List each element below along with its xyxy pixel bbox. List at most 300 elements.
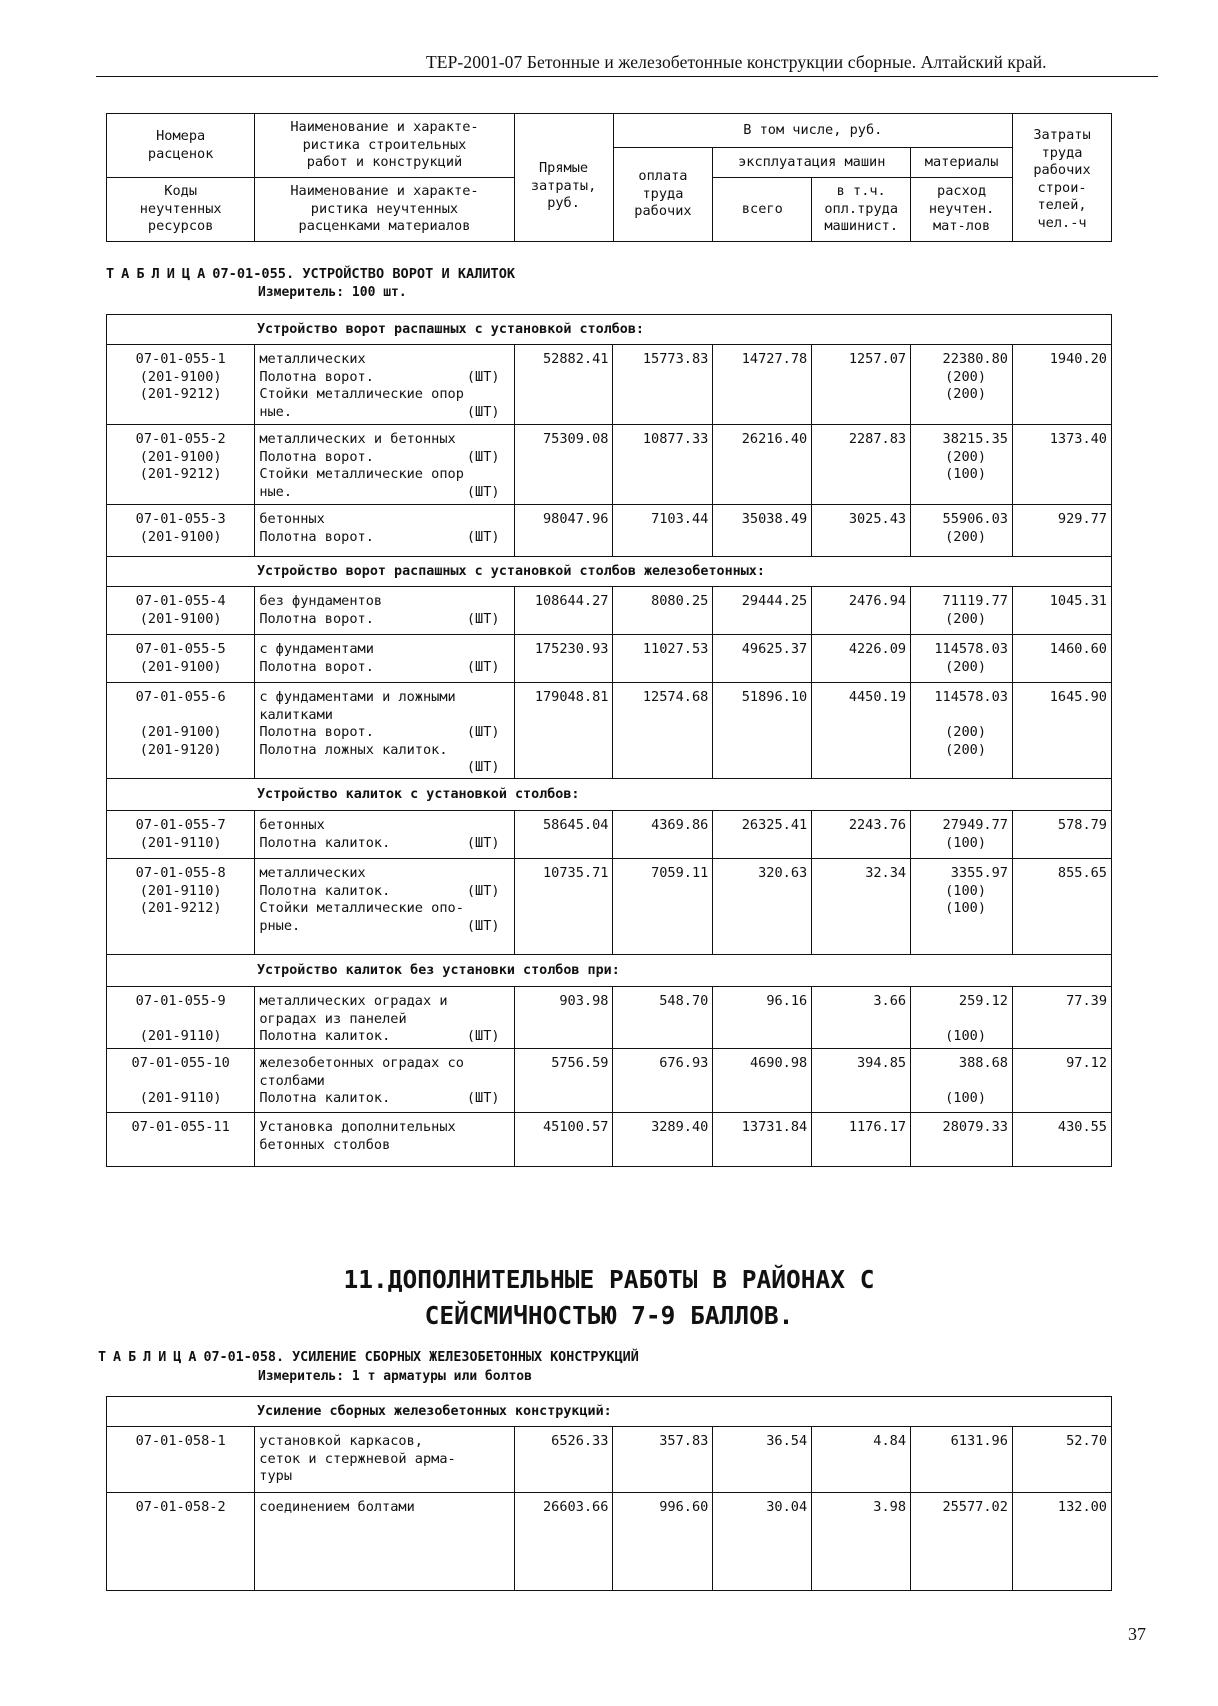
operator-wage-cell <box>812 1049 911 1113</box>
machine-cost-cell <box>713 1113 812 1167</box>
worker-wage: 676.93 <box>659 1055 709 1071</box>
section-row <box>107 779 1112 811</box>
worker-wage: 8080.25 <box>651 593 709 609</box>
unit-text <box>500 511 510 529</box>
worker-wage: 357.83 <box>659 1433 709 1449</box>
operator-wage-cell <box>812 425 911 505</box>
name-text: ные. <box>259 483 293 500</box>
table-row <box>107 425 1112 505</box>
labor-hours: 52.70 <box>1066 1433 1107 1449</box>
header-line: труда <box>642 185 684 202</box>
rate-code: 07-01-055-10 <box>131 1055 230 1071</box>
material-consumption: (200) <box>945 724 986 740</box>
machine-cost: 30.04 <box>766 1499 808 1515</box>
labor-hours: 77.39 <box>1066 993 1107 1009</box>
labor-cell <box>1013 859 1112 955</box>
table1-caption <box>106 266 515 282</box>
worker-wage: 7059.11 <box>651 865 709 881</box>
name-line <box>259 484 509 502</box>
worker-wage-cell <box>613 1493 713 1591</box>
name-line <box>259 1119 509 1137</box>
col-labor <box>1013 114 1112 242</box>
header-line: ристика строительных <box>302 136 467 153</box>
name-line <box>259 1451 509 1469</box>
name-text: Стойки металлические опо- <box>259 900 464 916</box>
direct-cost-cell <box>514 505 613 557</box>
machine-cost: 4690.98 <box>749 1055 808 1071</box>
header-line: оплата <box>638 168 688 185</box>
machine-cost-cell <box>713 587 812 635</box>
name-line <box>259 1433 509 1451</box>
rate-codes-cell <box>107 859 255 955</box>
rate-code: 07-01-055-3 <box>135 511 226 527</box>
direct-cost-cell <box>514 987 613 1049</box>
machine-cost: 29444.25 <box>741 593 808 609</box>
name-line <box>259 817 509 835</box>
labor-hours: 1460.60 <box>1049 641 1107 657</box>
work-name-cell <box>255 811 514 859</box>
unit-text <box>500 689 510 707</box>
resource-code <box>111 1011 250 1029</box>
unit-text <box>500 1451 510 1469</box>
operator-wage-cell <box>812 811 911 859</box>
unit-text: (ШТ) <box>466 882 500 899</box>
material-consumption <box>915 1073 1008 1091</box>
resource-code: (201-9100) <box>139 724 222 740</box>
header-line: Затраты <box>1033 127 1091 143</box>
worker-wage: 10877.33 <box>642 431 709 447</box>
material-consumption: (100) <box>945 1090 986 1106</box>
col-direct <box>514 114 613 242</box>
material-consumption: (200) <box>945 610 986 627</box>
machine-cost: 26325.41 <box>741 817 808 833</box>
operator-wage-cell <box>812 587 911 635</box>
labor-cell <box>1013 1049 1112 1113</box>
section-heading: Устройство калиток без установки столбов при: <box>107 955 1112 987</box>
table-row <box>107 635 1112 683</box>
work-name-cell <box>255 1493 514 1591</box>
rate-code: 07-01-055-4 <box>135 593 226 609</box>
unit-text <box>500 1433 510 1451</box>
table2-measure: Измеритель: 1 т арматуры или болтов <box>258 1369 532 1384</box>
machine-cost: 36.54 <box>766 1433 808 1449</box>
material-cost: 55906.03 <box>942 511 1008 527</box>
name-text: металлических и бетонных <box>259 431 456 447</box>
materials-cell <box>911 859 1013 955</box>
name-line <box>259 883 509 901</box>
material-consumption: (100) <box>945 900 986 916</box>
name-text: Полотна ворот. <box>259 610 374 627</box>
name-text: Полотна ворот. <box>259 528 374 545</box>
name-text: Полотна ворот. <box>259 724 374 740</box>
worker-wage: 548.70 <box>659 993 709 1009</box>
labor-cell <box>1013 505 1112 557</box>
name-line <box>259 1090 509 1108</box>
machine-cost: 49625.37 <box>741 641 808 657</box>
machine-cost-cell <box>713 505 812 557</box>
labor-hours: 855.65 <box>1057 865 1107 881</box>
rate-code: 07-01-055-5 <box>135 641 226 657</box>
operator-wage-cell <box>812 1427 911 1493</box>
resource-code <box>111 1073 250 1091</box>
table-row <box>107 1113 1112 1167</box>
material-consumption: (200) <box>945 448 986 465</box>
name-line <box>259 689 509 707</box>
name-line <box>259 511 509 529</box>
material-cost: 27949.77 <box>942 817 1008 833</box>
machine-cost: 320.63 <box>758 865 808 881</box>
name-line <box>259 351 509 369</box>
work-name-cell <box>255 1427 514 1493</box>
worker-wage-cell <box>613 811 713 859</box>
unit-text <box>500 993 510 1011</box>
header-line: ресурсов <box>147 218 214 235</box>
table-row <box>107 1493 1112 1591</box>
labor-cell <box>1013 683 1112 779</box>
material-consumption: (200) <box>945 386 986 402</box>
material-cost: 6131.96 <box>950 1433 1008 1449</box>
rate-code: 07-01-055-1 <box>135 351 226 367</box>
page-number: 37 <box>1128 1624 1146 1644</box>
direct-cost: 75309.08 <box>543 431 609 447</box>
labor-hours: 1373.40 <box>1049 431 1107 447</box>
name-line <box>259 1011 509 1029</box>
table-07-01-055 <box>106 314 1112 1167</box>
materials-cell <box>911 987 1013 1049</box>
operator-wage-cell <box>812 1113 911 1167</box>
materials-cell <box>911 587 1013 635</box>
resource-code: (201-9110) <box>139 1090 222 1106</box>
operator-wage: 3.66 <box>873 993 907 1009</box>
name-text: столбами <box>259 1072 325 1089</box>
resource-code <box>111 707 250 725</box>
name-text: с фундаментами <box>259 641 374 657</box>
direct-cost: 179048.81 <box>534 689 609 705</box>
direct-cost: 26603.66 <box>542 1499 609 1515</box>
operator-wage: 2476.94 <box>848 593 907 609</box>
labor-hours: 97.12 <box>1066 1055 1107 1071</box>
name-text: установкой каркасов, <box>259 1433 423 1449</box>
machine-cost-cell <box>713 987 812 1049</box>
name-text: калитками <box>259 706 333 723</box>
machine-cost-cell <box>713 811 812 859</box>
header-line: расценками материалов <box>298 218 471 235</box>
name-line <box>259 369 509 387</box>
name-text: соединением болтами <box>259 1499 415 1515</box>
name-text: металлических оградах и <box>259 993 448 1009</box>
machine-cost: 51896.10 <box>741 689 808 705</box>
table2-caption <box>98 1350 639 1365</box>
resource-code: (201-9212) <box>139 466 222 482</box>
unit-text <box>500 742 510 760</box>
header-line: в т.ч. <box>836 183 886 200</box>
name-text: Установка дополнительных <box>259 1119 456 1135</box>
rate-codes-cell <box>107 1113 255 1167</box>
operator-wage-cell <box>812 345 911 425</box>
work-name-cell <box>255 425 514 505</box>
section-heading: Усиление сборных железобетонных конструкций: <box>107 1397 1112 1427</box>
material-consumption: (200) <box>945 658 986 675</box>
machine-cost-cell <box>713 683 812 779</box>
header-line: строи- <box>1037 179 1087 196</box>
rate-codes-cell <box>107 635 255 683</box>
direct-cost: 58645.04 <box>543 817 609 833</box>
unit-text: (ШТ) <box>466 658 500 675</box>
table2-caption-prefix: ТАБЛИЦА <box>98 1350 204 1365</box>
direct-cost-cell <box>514 587 613 635</box>
table-07-01-058 <box>106 1396 1112 1591</box>
material-consumption <box>915 707 1008 725</box>
name-line <box>259 431 509 449</box>
work-name-cell <box>255 987 514 1049</box>
name-text: ные. <box>259 403 293 420</box>
header-line: Номера <box>156 128 206 144</box>
table1-measure: Измеритель: 100 шт. <box>258 285 407 300</box>
work-name-cell <box>255 859 514 955</box>
machine-cost-cell <box>713 425 812 505</box>
name-text: с фундаментами и ложными <box>259 689 456 705</box>
direct-cost-cell <box>514 683 613 779</box>
header-line: рабочих <box>634 203 692 220</box>
name-line <box>259 707 509 725</box>
materials-cell <box>911 811 1013 859</box>
name-line <box>259 1137 509 1155</box>
unit-text <box>500 593 510 611</box>
worker-wage-cell <box>613 1427 713 1493</box>
direct-cost-cell <box>514 811 613 859</box>
work-name-cell <box>255 635 514 683</box>
worker-wage-cell <box>613 1113 713 1167</box>
unit-text <box>500 1468 510 1486</box>
col-wage <box>613 148 713 242</box>
unit-text: (ШТ) <box>466 834 500 851</box>
resource-code: (201-9100) <box>139 610 222 627</box>
machine-cost-cell <box>713 1049 812 1113</box>
name-line <box>259 466 509 484</box>
material-cost: 3355.97 <box>950 865 1008 881</box>
name-text: Стойки металлические опор <box>259 466 464 482</box>
resource-code: (201-9212) <box>139 900 222 916</box>
section-heading: Устройство ворот распашных с установкой столбов: <box>107 315 1112 345</box>
operator-wage: 1176.17 <box>848 1119 907 1135</box>
worker-wage: 4369.86 <box>651 817 709 833</box>
labor-cell <box>1013 987 1112 1049</box>
unit-text <box>500 817 510 835</box>
table-row <box>107 811 1112 859</box>
name-line <box>259 1468 509 1486</box>
name-text: Полотна ворот. <box>259 658 374 675</box>
unit-text <box>500 1137 510 1155</box>
name-text: металлических <box>259 865 366 881</box>
direct-cost: 108644.27 <box>534 593 609 609</box>
name-text: туры <box>259 1468 293 1484</box>
unit-text: (ШТ) <box>466 483 500 500</box>
unit-text <box>500 1499 510 1517</box>
machine-cost-cell <box>713 859 812 955</box>
table1-caption-text: 07-01-055. УСТРОЙСТВО ВОРОТ И КАЛИТОК <box>212 266 516 282</box>
operator-wage-cell <box>812 635 911 683</box>
unit-text <box>500 466 510 484</box>
name-text: оградах из панелей <box>259 1010 407 1027</box>
worker-wage: 7103.44 <box>651 511 709 527</box>
worker-wage: 12574.68 <box>642 689 709 705</box>
name-line <box>259 724 509 742</box>
name-line <box>259 1073 509 1091</box>
name-text: Полотна ложных калиток. <box>259 741 448 758</box>
operator-wage: 32.34 <box>865 865 907 881</box>
name-text: бетонных <box>259 817 325 833</box>
name-line <box>259 918 509 936</box>
rate-code: 07-01-058-1 <box>135 1433 226 1449</box>
unit-text: (ШТ) <box>466 917 500 934</box>
machine-cost: 26216.40 <box>741 431 808 447</box>
resource-code: (201-9100) <box>139 528 222 545</box>
materials-cell <box>911 1049 1013 1113</box>
header-line: неучтен. <box>928 200 995 217</box>
resource-code: (201-9110) <box>139 1028 222 1044</box>
labor-hours: 1940.20 <box>1049 351 1107 367</box>
material-cost: 114578.03 <box>934 641 1008 657</box>
material-consumption: (100) <box>945 834 986 851</box>
column-header-table <box>106 113 1112 242</box>
table-row <box>107 683 1112 779</box>
rate-codes-cell <box>107 505 255 557</box>
direct-cost-cell <box>514 1427 613 1493</box>
header-line: Наименование и характе- <box>290 183 479 200</box>
operator-wage: 2287.83 <box>848 431 907 447</box>
machine-cost-cell <box>713 635 812 683</box>
worker-wage: 11027.53 <box>642 641 709 657</box>
resource-code: (201-9120) <box>139 741 222 758</box>
machine-cost-cell <box>713 1427 812 1493</box>
table1-caption-prefix: ТАБЛИЦА <box>106 266 213 282</box>
direct-cost-cell <box>514 635 613 683</box>
header-line: руб. <box>547 195 580 212</box>
col-materials: материалы <box>911 148 1013 178</box>
header-line: затраты, <box>530 177 597 194</box>
direct-cost: 903.98 <box>559 993 609 1009</box>
rate-code: 07-01-055-8 <box>135 865 226 881</box>
rate-code: 07-01-055-2 <box>135 431 226 447</box>
material-cost: 259.12 <box>958 993 1008 1009</box>
table-row <box>107 345 1112 425</box>
material-consumption: (100) <box>945 1028 986 1044</box>
name-line <box>259 449 509 467</box>
table-row <box>107 987 1112 1049</box>
unit-text: (ШТ) <box>466 528 500 545</box>
operator-wage: 2243.76 <box>848 817 907 833</box>
material-cost: 38215.35 <box>942 431 1008 447</box>
unit-text <box>500 1011 510 1029</box>
resource-code: (201-9110) <box>139 834 222 851</box>
worker-wage-cell <box>613 683 713 779</box>
unit-text <box>500 1119 510 1137</box>
worker-wage-cell <box>613 1049 713 1113</box>
worker-wage: 996.60 <box>659 1499 709 1515</box>
header-line: ристика неучтенных <box>310 200 459 217</box>
running-header: ТЕР-2001-07 Бетонные и железобетонные конструкции сборные. Алтайский край. <box>426 52 1047 72</box>
rate-code: 07-01-055-11 <box>131 1119 230 1135</box>
table-row <box>107 587 1112 635</box>
labor-hours: 132.00 <box>1057 1499 1107 1515</box>
labor-cell <box>1013 587 1112 635</box>
unit-text <box>500 707 510 725</box>
section-title-line1: 11.ДОПОЛНИТЕЛЬНЫЕ РАБОТЫ В РАЙОНАХ С <box>343 1265 875 1294</box>
material-cost: 71119.77 <box>942 593 1008 609</box>
header-line: работ и конструкций <box>306 154 463 171</box>
worker-wage-cell <box>613 587 713 635</box>
labor-hours: 1045.31 <box>1049 593 1107 609</box>
direct-cost-cell <box>514 425 613 505</box>
work-name-cell <box>255 1113 514 1167</box>
direct-cost: 98047.96 <box>543 511 609 527</box>
direct-cost: 52882.41 <box>543 351 609 367</box>
labor-cell <box>1013 811 1112 859</box>
col-name-top <box>255 114 514 178</box>
section-heading: Устройство ворот распашных с установкой столбов железобетонных: <box>107 557 1112 587</box>
work-name-cell <box>255 345 514 425</box>
header-line: расценок <box>147 145 214 162</box>
table2-caption-text: 07-01-058. УСИЛЕНИЕ СБОРНЫХ ЖЕЛЕЗОБЕТОННЫХ КОНСТРУКЦИЙ <box>203 1350 639 1365</box>
material-consumption: (100) <box>945 882 986 899</box>
operator-wage: 3.98 <box>873 1499 907 1515</box>
section-title-line2: СЕЙСМИЧНОСТЬЮ 7-9 БАЛЛОВ. <box>424 1301 794 1330</box>
col-codes-bottom <box>107 178 255 242</box>
labor-cell <box>1013 425 1112 505</box>
materials-cell <box>911 1113 1013 1167</box>
header-line: мат-лов <box>932 218 991 235</box>
labor-cell <box>1012 1493 1111 1591</box>
unit-text: (ШТ) <box>466 403 500 420</box>
rate-code: 07-01-055-6 <box>135 689 226 705</box>
machine-cost-cell <box>713 1493 812 1591</box>
worker-wage-cell <box>613 345 713 425</box>
resource-code: (201-9212) <box>139 386 222 402</box>
section-row <box>107 557 1112 587</box>
name-line <box>259 1028 509 1046</box>
name-text: Полотна ворот. <box>259 448 374 465</box>
unit-text <box>500 865 510 883</box>
rate-code: 07-01-055-9 <box>135 993 226 1009</box>
name-line <box>259 529 509 547</box>
unit-text: (ШТ) <box>466 610 500 627</box>
name-text: железобетонных оградах со <box>259 1055 464 1071</box>
header-line: труда <box>1041 144 1083 161</box>
work-name-cell <box>255 683 514 779</box>
unit-text: (ШТ) <box>466 1090 500 1106</box>
operator-wage: 4450.19 <box>848 689 907 705</box>
operator-wage-cell <box>812 859 911 955</box>
unit-text <box>500 1073 510 1091</box>
table-row <box>107 1049 1112 1113</box>
name-text: Полотна калиток. <box>259 1028 391 1044</box>
labor-hours: 578.79 <box>1057 817 1107 833</box>
labor-hours: 929.77 <box>1057 511 1107 527</box>
col-incl: В том числе, руб. <box>613 114 1013 148</box>
name-text: Полотна калиток. <box>259 834 391 851</box>
unit-text: (ШТ) <box>466 759 500 775</box>
rate-code: 07-01-055-7 <box>135 817 226 833</box>
name-text: рные. <box>259 917 301 934</box>
direct-cost-cell <box>514 1493 613 1591</box>
direct-cost: 6526.33 <box>551 1433 609 1449</box>
operator-wage: 4.84 <box>873 1433 907 1449</box>
labor-cell <box>1013 1113 1112 1167</box>
unit-text: (ШТ) <box>466 724 500 740</box>
name-text: бетонных столбов <box>259 1136 391 1153</box>
name-line <box>259 742 509 760</box>
operator-wage-cell <box>812 505 911 557</box>
